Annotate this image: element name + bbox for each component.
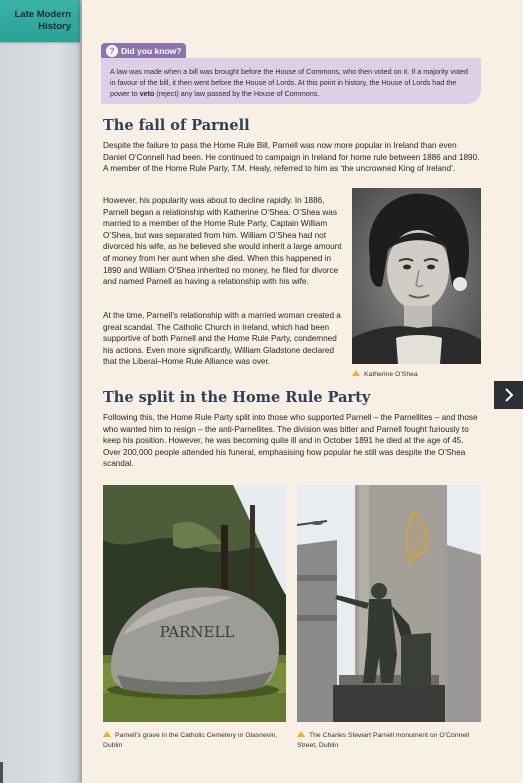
- caption-katherine: Katherine O’Shea: [352, 370, 482, 380]
- chevron-right-icon: [503, 388, 515, 402]
- question-icon: ?: [106, 45, 118, 57]
- paragraph: At the time, Parnell’s relationship with a married woman created a great scandal. The Catholic Church in Ireland, which had been supportive of both Parnell and the Home Rule Party, condemned his actions. Even more significantly, William Gladstone declared that the Liberal–Home Rule Alliance was over.: [103, 311, 341, 367]
- tab-label-line1: Late Modern: [14, 9, 71, 20]
- sidebar: [0, 0, 82, 783]
- tab-label-line2: History: [38, 21, 71, 32]
- keyword-veto: veto: [139, 89, 155, 98]
- heading-fall-of-parnell: The fall of Parnell: [103, 117, 250, 134]
- paragraph: Despite the failure to pass the Home Rule Bill, Parnell was now more popular in Ireland than even Daniel O’Connell had been. He continued to campaign in Ireland for home rule between 1886 and 1890. A member of the Home Rule Party, T.M. Healy, referred to him as ‘the uncrowned King of Ireland’.: [103, 141, 480, 174]
- next-page-button[interactable]: [494, 381, 523, 409]
- caption-grave: Parnell’s grave in the Catholic Cemetery in Glasnevin, Dublin: [103, 732, 278, 749]
- triangle-icon: [103, 731, 111, 737]
- heading-split-home-rule: The split in the Home Rule Party: [103, 389, 371, 406]
- parnell-monument-photo: [297, 485, 481, 722]
- did-you-know-title: Did you know?: [121, 46, 182, 56]
- chapter-tab[interactable]: [0, 0, 80, 42]
- paragraph: Following this, the Home Rule Party split into those who supported Parnell – the Parnellites – and those who wanted him to resign – the anti-Parnellites. The division was bitter and Parnell fought furiously to keep his position. However, he was becoming quite ill and in October 1891 he died at the age of 45. Over 200,000 people attended his funeral, emphasising how popular he still was despite the O’Shea scandal.: [103, 413, 478, 469]
- did-you-know-text: A law was made when a bill was brought before the House of Commons, who then voted on it. If a majority voted in favour of the bill, it then went before the House of Lords. At this point in history, the House of Lords had the power to veto (reject) any law passed by the House of Commons.: [110, 67, 468, 98]
- triangle-icon: [297, 731, 305, 737]
- parnell-grave-photo: [103, 485, 286, 722]
- did-you-know-tag: [101, 43, 186, 59]
- caption-monument: The Charles Stewart Parnell monument on O’Connell Street, Dublin: [297, 732, 470, 749]
- scroll-handle[interactable]: [0, 762, 3, 783]
- paragraph: However, his popularity was about to decline rapidly. In 1886, Parnell began a relationship with Katherine O’Shea. O’Shea was married to a member of the Home Rule Party, Captain William O’Shea, but was separated from him. William O’Shea had not divorced his wife, as he believed she would inherit a large amount of money from her aunt when she died. When this happened in 1890 and William O’Shea inherited no money, he filed for divorce and named Parnell as having a relationship with his wife.: [103, 196, 342, 287]
- grave-inscription: PARNELL: [159, 623, 235, 641]
- triangle-icon: [352, 370, 360, 376]
- did-you-know-box: [101, 58, 481, 104]
- katherine-oshea-portrait: [352, 188, 481, 364]
